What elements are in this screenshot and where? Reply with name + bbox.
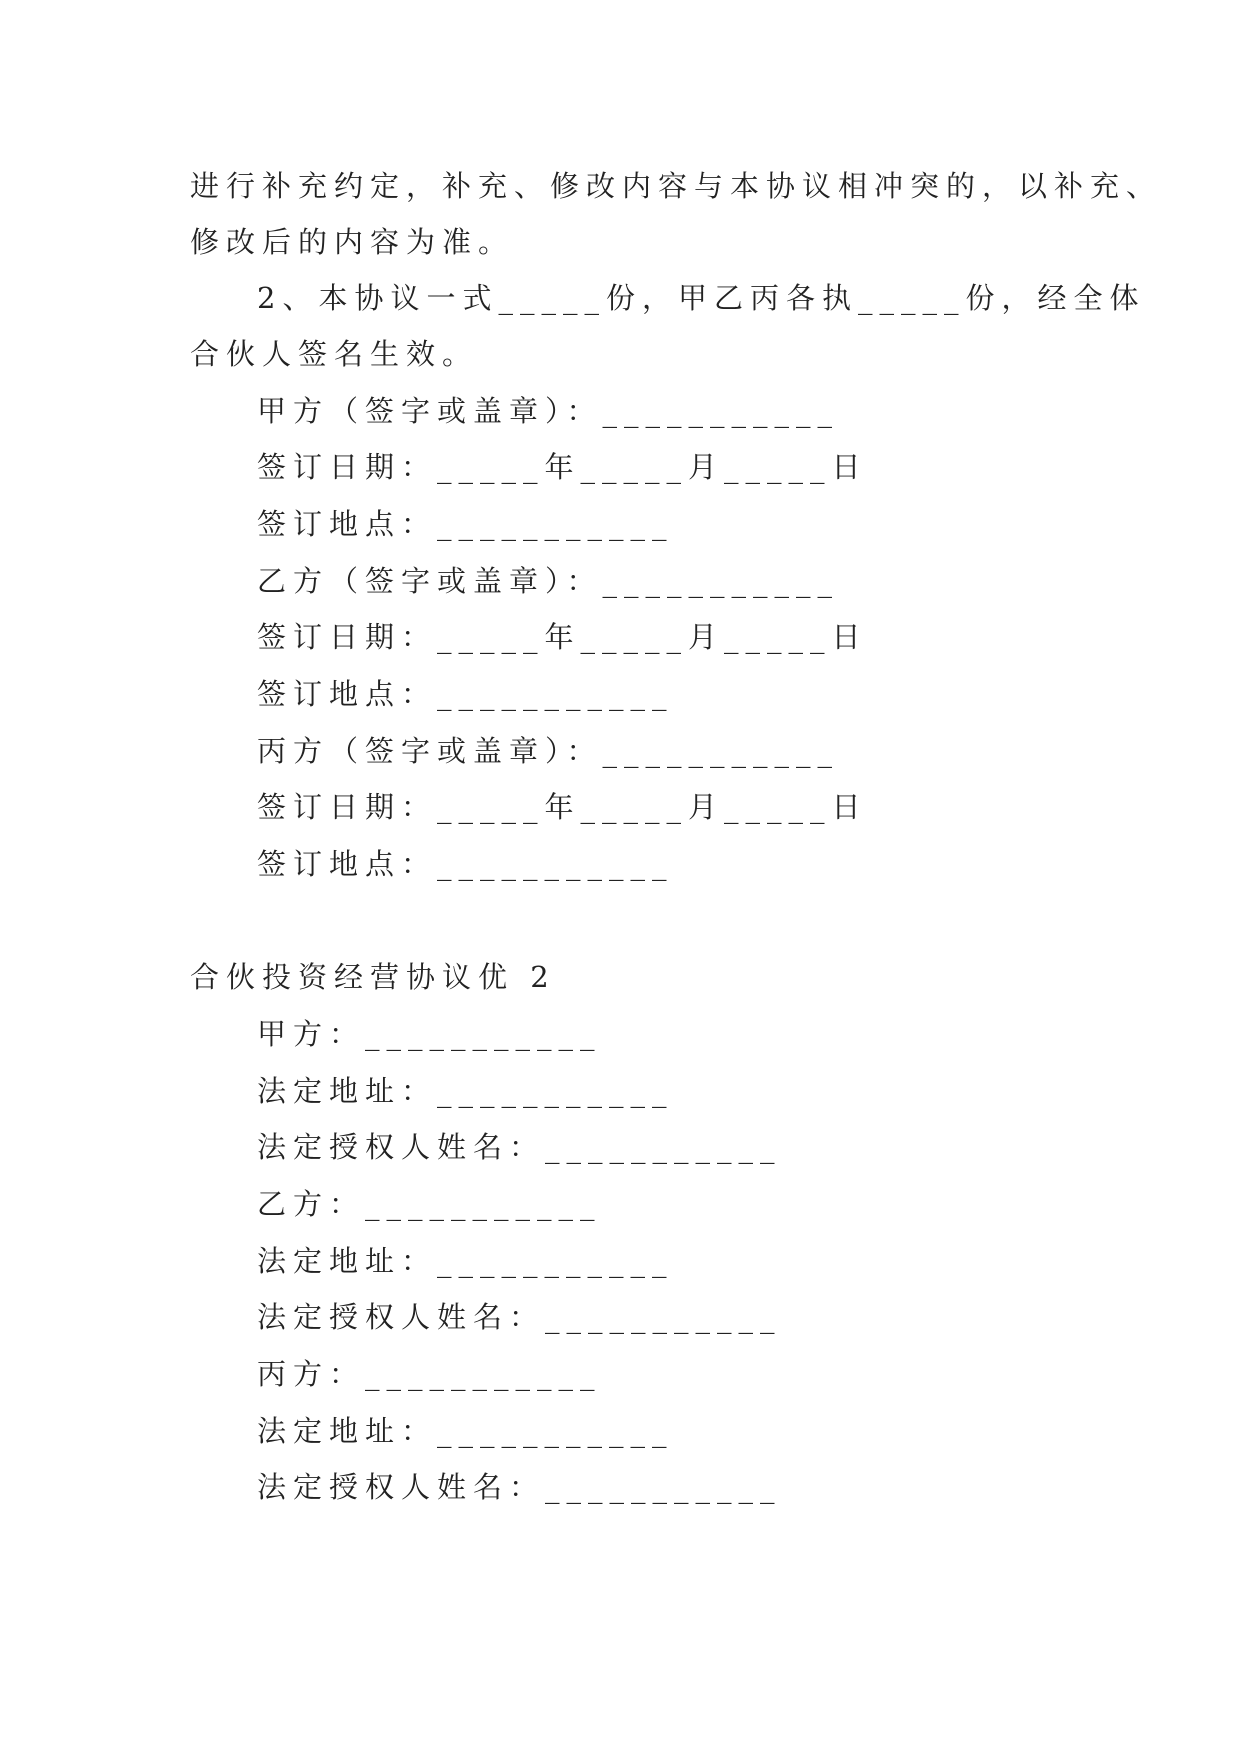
party-a-line: 甲方：___________ (257, 1017, 602, 1051)
paragraph-text: 2、本协议一式_____份，甲乙丙各执_____份，经全体 (257, 281, 1146, 315)
paragraph-text: 进行补充约定，补充、修改内容与本协议相冲突的，以补充、 (190, 169, 1163, 203)
paragraph-text: 合伙人签名生效。 (190, 337, 479, 371)
signing-date-line: 签订日期：_____年_____月_____日 (257, 450, 868, 484)
signature-line-party-c: 丙方（签字或盖章）：___________ (257, 734, 840, 768)
section-title: 合伙投资经营协议优 2 (190, 960, 556, 994)
legal-address-line: 法定地址：___________ (257, 1414, 674, 1448)
signature-line-party-b: 乙方（签字或盖章）：___________ (257, 564, 840, 598)
party-c-line: 丙方：___________ (257, 1357, 602, 1391)
authorized-person-line: 法定授权人姓名：___________ (257, 1300, 782, 1334)
paragraph-text: 修改后的内容为准。 (190, 225, 515, 259)
party-b-line: 乙方：___________ (257, 1187, 602, 1221)
signing-place-line: 签订地点：___________ (257, 847, 674, 881)
signing-place-line: 签订地点：___________ (257, 507, 674, 541)
signing-date-line: 签订日期：_____年_____月_____日 (257, 790, 868, 824)
legal-address-line: 法定地址：___________ (257, 1244, 674, 1278)
signing-date-line: 签订日期：_____年_____月_____日 (257, 620, 868, 654)
authorized-person-line: 法定授权人姓名：___________ (257, 1130, 782, 1164)
authorized-person-line: 法定授权人姓名：___________ (257, 1470, 782, 1504)
signing-place-line: 签订地点：___________ (257, 677, 674, 711)
legal-address-line: 法定地址：___________ (257, 1074, 674, 1108)
signature-line-party-a: 甲方（签字或盖章）：___________ (257, 394, 840, 428)
